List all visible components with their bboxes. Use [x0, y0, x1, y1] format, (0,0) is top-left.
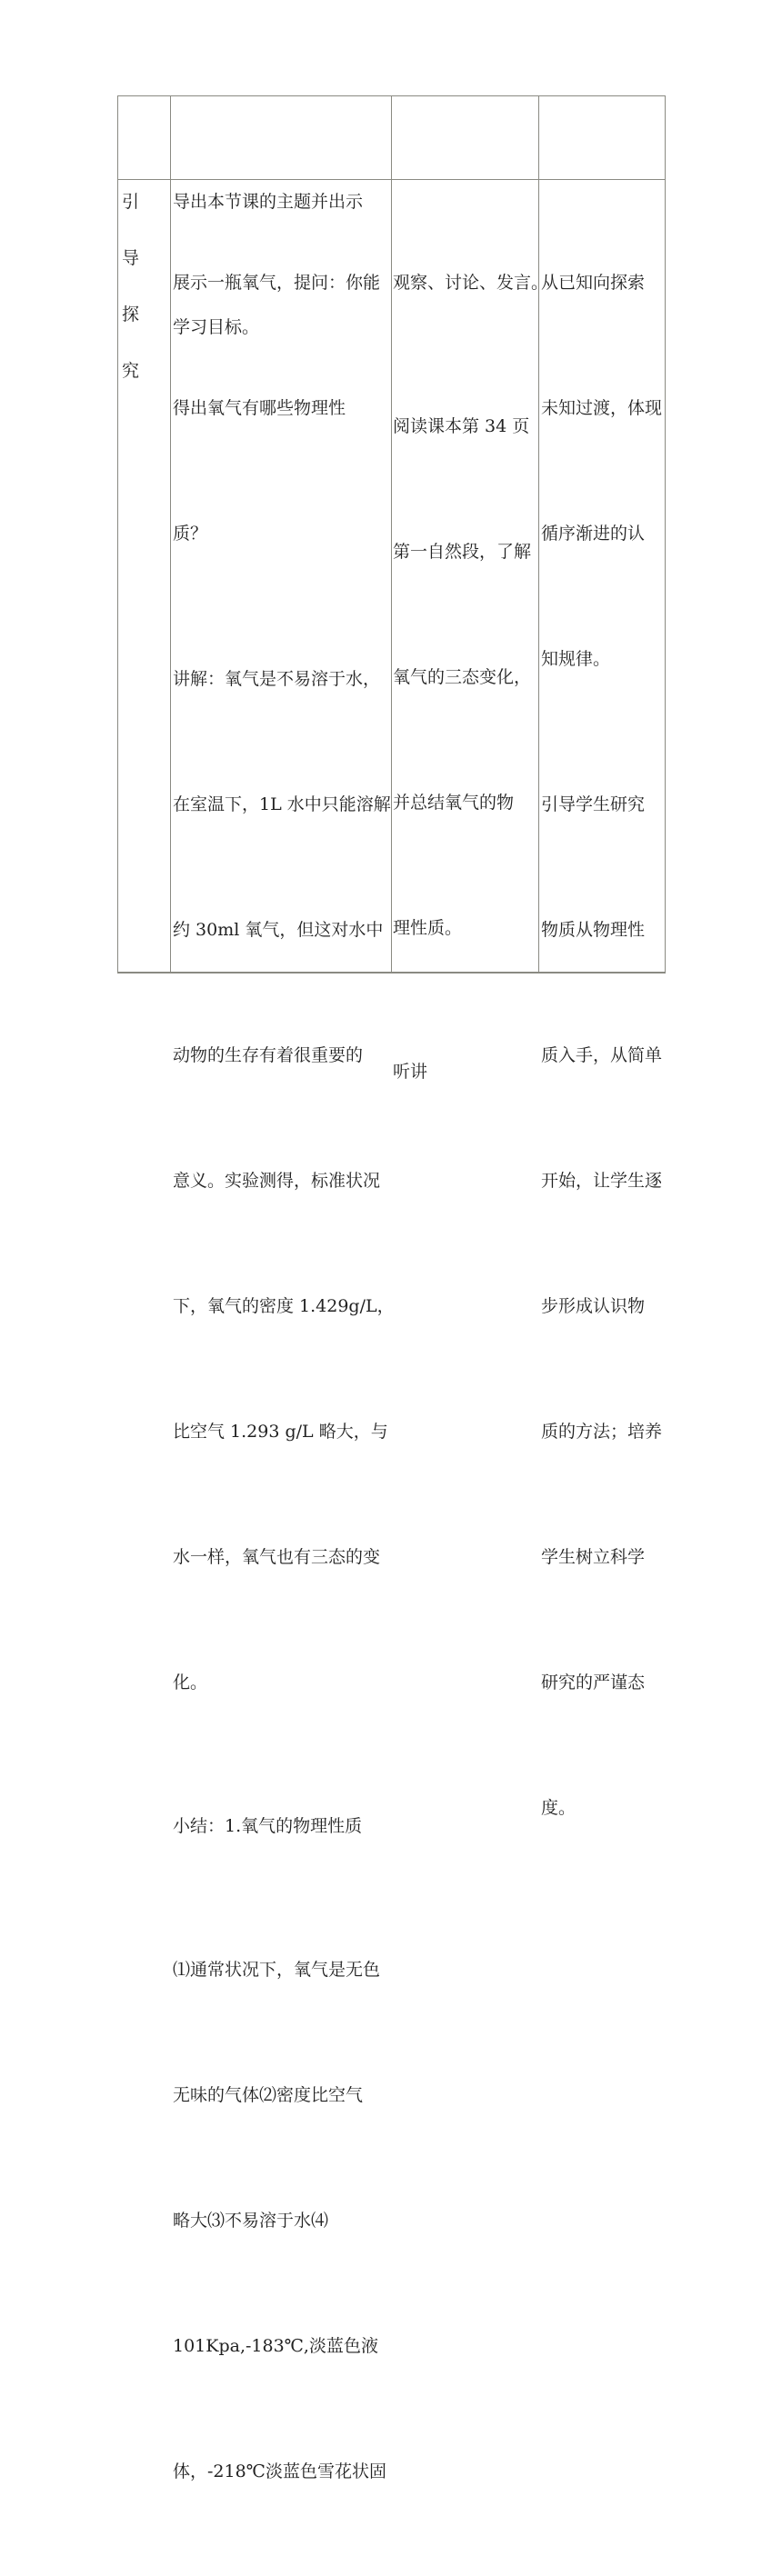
text-line: 知规律。 — [541, 649, 611, 669]
text-line: 循序渐进的认 — [541, 524, 646, 544]
text-line: 体，-218℃淡蓝色雪花状固 — [173, 2461, 386, 2481]
text-line: 无味的气体⑵密度比空气 — [173, 2085, 364, 2105]
text-line: 学生树立科学 — [541, 1547, 646, 1567]
label-char: 究 — [122, 361, 140, 381]
table-col-divider-1 — [170, 95, 171, 973]
text-line: 学习目标。 — [173, 317, 260, 337]
text-line: 未知过渡，体现 — [541, 398, 663, 418]
text-line: 引导学生研究 — [541, 794, 646, 814]
text-line: 研究的严谨态 — [541, 1672, 646, 1692]
label-char: 导 — [122, 248, 140, 268]
text-line: 导出本节课的主题并出示 — [173, 192, 364, 212]
text-line: ⑴通常状况下，氧气是无色 — [173, 1960, 381, 1980]
text-line: 从已知向探索 — [541, 273, 646, 293]
text-line: 得出氧气有哪些物理性 — [173, 398, 346, 418]
text-line: 小结：1.氧气的物理性质 — [173, 1816, 363, 1836]
text-line: 展示一瓶氧气，提问：你能 — [173, 273, 381, 293]
text-line: 约 30ml 氧气，但这对水中 — [173, 920, 384, 940]
text-line: 度。 — [541, 1798, 576, 1818]
text-line: 物质从物理性 — [541, 920, 646, 940]
text-line: 第一自然段，了解 — [393, 542, 532, 562]
text-line: 并总结氧气的物 — [393, 793, 515, 813]
table-right-border — [665, 95, 666, 973]
section-label — [122, 174, 158, 399]
label-char: 引 — [122, 192, 140, 212]
text-line: 听讲 — [393, 1062, 428, 1082]
row2-design-intent — [541, 178, 662, 1912]
text-line: 质？ — [173, 524, 208, 544]
text-line: 动物的生存有着很重要的 — [173, 1045, 364, 1065]
text-line: 观察、讨论、发言。 — [393, 273, 549, 293]
label-char: 探 — [122, 305, 140, 324]
text-line: 开始，让学生逐 — [541, 1171, 663, 1191]
text-line: 氧气的三态变化， — [393, 667, 532, 687]
table-left-border — [117, 95, 118, 973]
row2-student-activity — [393, 178, 548, 1176]
text-line: 质的方法；培养 — [541, 1422, 663, 1442]
text-line: 在室温下，1L 水中只能溶解 — [173, 794, 391, 814]
text-line: 阅读课本第 34 页 — [393, 416, 530, 436]
text-line: 理性质。 — [393, 918, 463, 938]
text-line: 意义。实验测得，标准状况 — [173, 1171, 381, 1191]
text-line: 步形成认识物 — [541, 1296, 646, 1316]
text-line: 下，氧气的密度 1.429g/L， — [173, 1296, 395, 1316]
text-line: 质入手，从简单 — [541, 1045, 663, 1065]
text-line: 101Kpa,-183℃,淡蓝色液 — [173, 2336, 378, 2356]
text-line: 水一样，氧气也有三态的变 — [173, 1547, 381, 1567]
text-line: 略大⑶不易溶于水⑷ — [173, 2211, 329, 2231]
text-line: 比空气 1.293 g/L 略大，与 — [173, 1422, 388, 1442]
row2-teacher-activity — [173, 178, 395, 2576]
text-line: 讲解：氧气是不易溶于水， — [173, 669, 381, 689]
text-line: 化。 — [173, 1672, 208, 1692]
